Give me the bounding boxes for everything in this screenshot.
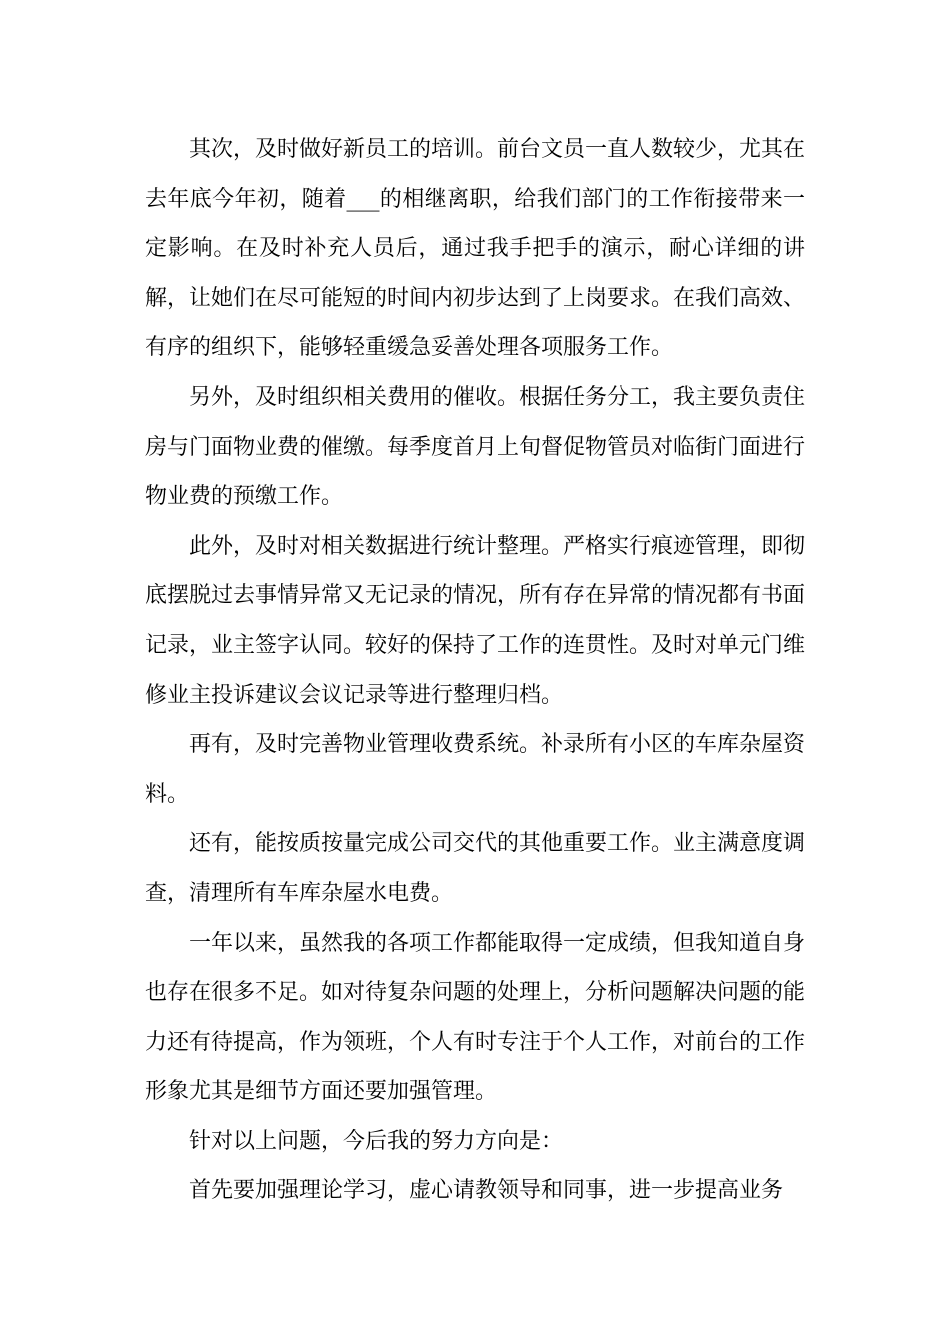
paragraph-study-plan: 首先要加强理论学习，虚心请教领导和同事，进一步提高业务 xyxy=(189,1178,784,1204)
paragraph-other-work: 还有，能按质按量完成公司交代的其他重要工作。业主满意度调查，清理所有车库杂屋水电费。 xyxy=(145,831,806,906)
paragraph-data-statistics: 此外，及时对相关数据进行统计整理。严格实行痕迹管理，即彻底摆脱过去事情异常又无记录的情况，所有存在异常的情况都有书面记录，业主签字认同。较好的保持了工作的连贯性。及时对单元门维修业主投诉建议会议记录等进行整理归档。 xyxy=(145,533,806,708)
paragraph-training: 其次，及时做好新员工的培训。前台文员一直人数较少，尤其在去年底今年初，随着___的相继离职，给我们部门的工作衔接带来一定影响。在及时补充人员后，通过我手把手的演示，耐心详细的讲解，让她们在尽可能短的时间内初步达到了上岗要求。在我们高效、有序的组织下，能够轻重缓急妥善处理各项服务工作。 xyxy=(145,137,806,361)
paragraph-billing-system: 再有，及时完善物业管理收费系统。补录所有小区的车库杂屋资料。 xyxy=(145,732,806,807)
document-body xyxy=(145,125,805,1216)
paragraph-improvement-intro: 针对以上问题，今后我的努力方向是： xyxy=(189,1128,564,1154)
paragraph-shortcomings: 一年以来，虽然我的各项工作都能取得一定成绩，但我知道自身也存在很多不足。如对待复杂问题的处理上，分析问题解决问题的能力还有待提高，作为领班，个人有时专注于个人工作，对前台的工作形象尤其是细节方面还要加强管理。 xyxy=(145,930,806,1105)
paragraph-fee-collection: 另外，及时组织相关费用的催收。根据任务分工，我主要负责住房与门面物业费的催缴。每季度首月上旬督促物管员对临街门面进行物业费的预缴工作。 xyxy=(145,384,806,510)
